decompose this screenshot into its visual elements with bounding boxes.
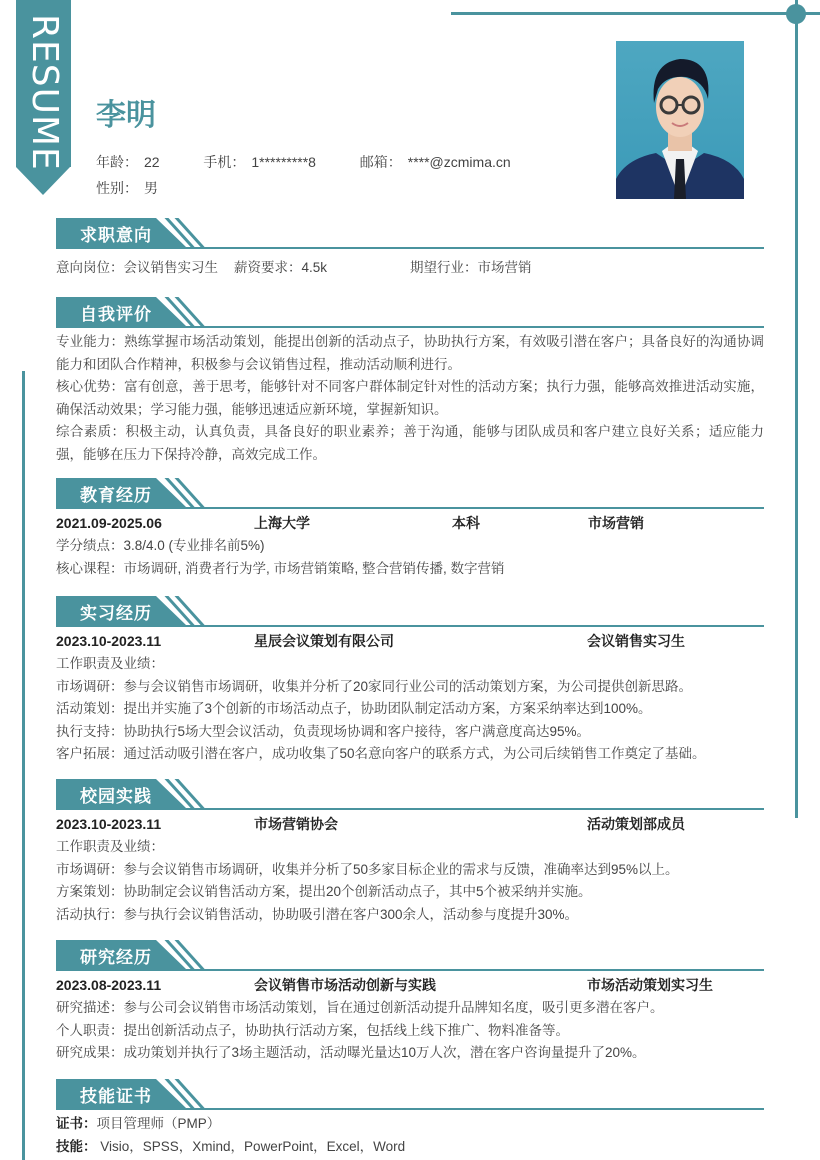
- campus-line: 市场调研：参与会议销售市场调研，收集并分析了50多家目标企业的需求与反馈，准确率达到95%以上。: [56, 861, 679, 877]
- section-internship: [56, 596, 764, 766]
- section-header: [56, 596, 764, 626]
- contact-row: [96, 152, 511, 172]
- decorative-top-line: [451, 12, 820, 15]
- ribbon-tip: [16, 167, 70, 195]
- decorative-dot: [786, 4, 806, 24]
- email-value: ****@zcmima.cn: [407, 154, 511, 170]
- organization-name: 市场营销协会: [254, 816, 338, 832]
- section-title: 自我评价: [80, 305, 152, 325]
- eval-paragraph: 专业能力：熟练掌握市场活动策划，能提出创新的活动点子，协助执行方案，有效吸引潜在客户；具备良好的沟通协调能力和团队合作精神，积极参与会议销售过程，推动活动顺利进行。: [56, 334, 764, 372]
- section-title: 校园实践: [80, 787, 152, 807]
- skills-value: Visio，SPSS，Xmind，PowerPoint，Excel，Word: [96, 1138, 406, 1154]
- section-title: 技能证书: [80, 1087, 152, 1107]
- decorative-left-line: [22, 371, 25, 1160]
- section-header: [56, 218, 764, 248]
- internship-line: 工作职责及业绩：: [56, 656, 164, 671]
- gender-value: 男: [144, 180, 158, 196]
- major: 市场营销: [588, 515, 644, 531]
- expected-industry: 期望行业：市场营销: [410, 260, 532, 275]
- section-title: 教育经历: [80, 486, 152, 506]
- section-header: [56, 779, 764, 809]
- person-icon: [616, 41, 744, 199]
- degree: 本科: [452, 515, 480, 531]
- section-header: [56, 940, 764, 970]
- ribbon-label: RESUME: [24, 14, 65, 171]
- education-entry-header: [56, 512, 764, 535]
- eval-paragraph: 核心优势：富有创意，善于思考，能够针对不同客户群体制定针对性的活动方案；执行力强，能够高效推进活动实施，确保活动效果；学习能力强，能够迅速适应新环境，掌握新知识。: [56, 379, 764, 417]
- portrait-photo: [616, 41, 744, 199]
- section-title: 实习经历: [80, 604, 152, 624]
- section-campus-practice: [56, 779, 764, 926]
- certificate-label: 证书：: [56, 1116, 97, 1131]
- education-line: 学分绩点：3.8/4.0 (专业排名前5%): [56, 538, 265, 553]
- stripes-decoration: [156, 779, 206, 808]
- age-label: 年龄：: [96, 154, 138, 170]
- section-job-intention: [56, 218, 764, 280]
- internship-role: 会议销售实习生: [587, 633, 685, 649]
- education-period: 2021.09-2025.06: [56, 515, 162, 531]
- campus-line: 方案策划：协助制定会议销售活动方案，提出20个创新活动点子，其中5个被采纳并实施。: [56, 884, 592, 899]
- resume-ribbon: [16, 0, 71, 195]
- skills-row: [56, 1136, 764, 1159]
- research-line: 个人职责：提出创新活动点子，协助执行活动方案，包括线上线下推广、物料准备等。: [56, 1022, 569, 1038]
- internship-line: 客户拓展：通过活动吸引潜在客户，成功收集了50名意向客户的联系方式，为公司后续销售工作奠定了基础。: [56, 746, 706, 761]
- candidate-name: 李明: [96, 98, 156, 133]
- campus-entry-header: [56, 813, 764, 836]
- phone-label: 手机：: [203, 154, 246, 170]
- company-name: 星辰会议策划有限公司: [254, 633, 394, 649]
- intended-position: 意向岗位：会议销售实习生: [56, 260, 218, 275]
- section-title: 求职意向: [80, 226, 152, 246]
- internship-line: 活动策划：提出并实施了3个创新的市场活动点子，协助团队制定活动方案，方案采纳率达到100%。: [56, 701, 652, 716]
- stripes-decoration: [156, 297, 206, 326]
- email-label: 邮箱：: [359, 154, 402, 170]
- skills-label: 技能：: [56, 1138, 97, 1154]
- section-header: [56, 297, 764, 327]
- school-name: 上海大学: [254, 515, 310, 531]
- internship-period: 2023.10-2023.11: [56, 633, 162, 649]
- section-self-evaluation: [56, 297, 764, 466]
- section-education: [56, 478, 764, 580]
- gender-row: [96, 178, 158, 198]
- section-skills: [56, 1079, 764, 1158]
- gender-label: 性别：: [96, 180, 138, 196]
- stripes-decoration: [156, 478, 206, 507]
- stripes-decoration: [156, 1079, 206, 1108]
- section-header: [56, 1079, 764, 1109]
- research-line: 研究描述：参与公司会议销售市场活动策划，旨在通过创新活动提升品牌知名度，吸引更多潜在客户。: [56, 1000, 664, 1015]
- internship-line: 执行支持：协助执行5场大型会议活动，负责现场协调和客户接待，客户满意度高达95%。: [56, 723, 591, 739]
- research-entry-header: [56, 974, 764, 997]
- stripes-decoration: [156, 596, 206, 625]
- section-title: 研究经历: [80, 948, 152, 968]
- education-line: 核心课程：市场调研, 消费者行为学, 市场营销策略, 整合营销传播, 数字营销: [56, 560, 505, 576]
- certificate-row: [56, 1113, 764, 1136]
- section-research: [56, 940, 764, 1065]
- campus-role: 活动策划部成员: [587, 816, 685, 832]
- campus-line: 工作职责及业绩：: [56, 839, 164, 854]
- salary-requirement: 薪资要求：4.5k: [234, 260, 328, 275]
- campus-line: 活动执行：参与执行会议销售活动，协助吸引潜在客户300余人，活动参与度提升30%。: [56, 906, 579, 922]
- research-period: 2023.08-2023.11: [56, 977, 162, 993]
- internship-entry-header: [56, 630, 764, 653]
- stripes-decoration: [156, 940, 206, 969]
- phone-value: 1*********8: [251, 154, 316, 170]
- research-role: 市场活动策划实习生: [587, 977, 713, 993]
- decorative-right-line: [795, 0, 798, 818]
- internship-line: 市场调研：参与会议销售市场调研，收集并分析了20家同行业公司的活动策划方案，为公司提供创新思路。: [56, 678, 693, 694]
- project-name: 会议销售市场活动创新与实践: [254, 977, 436, 993]
- section-header: [56, 478, 764, 508]
- stripes-decoration: [156, 218, 206, 247]
- certificate-value: 项目管理师（PMP）: [96, 1116, 221, 1131]
- campus-period: 2023.10-2023.11: [56, 816, 162, 832]
- eval-paragraph: 综合素质：积极主动，认真负责，具备良好的职业素养；善于沟通，能够与团队成员和客户建立良好关系；适应能力强，能够在压力下保持冷静，高效完成工作。: [56, 424, 764, 462]
- age-value: 22: [144, 154, 160, 170]
- research-line: 研究成果：成功策划并执行了3场主题活动，活动曝光量达10万人次，潜在客户咨询量提升了20%。: [56, 1045, 646, 1060]
